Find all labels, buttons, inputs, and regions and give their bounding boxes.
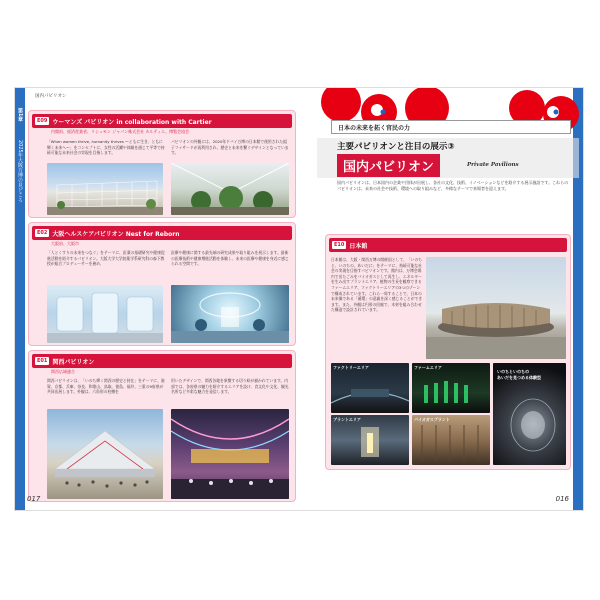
photo-womens-pavilion-garden	[171, 163, 289, 215]
card-header	[32, 226, 292, 240]
card-body-left: 「When women thrive, humanity thrives ～ともに生き、ともに輝く未来へ～」をコンセプトに、女性の活躍や体験を通じて平等で持続可能な未来社会の実現を目指します。	[47, 139, 165, 156]
page-title: 国内パビリオン	[337, 154, 440, 177]
card-body-left: 関西パビリオンは、「いのち輝く関西の歴史と持在」をテーマに、滋賀、京都、兵庫、奈良、和歌山、鳥取、徳島、福井、三重の9府県が共同出展します。外観は、六角形の柱槽を	[47, 378, 165, 395]
photo-farm-area	[412, 363, 490, 413]
pavilion-title: 日本館	[349, 242, 368, 250]
pavilion-code: E10	[334, 242, 345, 248]
photo-biogas-plant	[412, 415, 490, 465]
pavilion-exhibitor: 関西広域連合	[51, 369, 75, 374]
pavilion-card-e10	[325, 234, 571, 470]
page-number-right: 016	[555, 495, 569, 503]
photo-label: プラントエリア	[333, 417, 361, 422]
photo-label: ファームエリア	[414, 365, 442, 370]
photo-label: ファクトリーエリア	[333, 365, 369, 370]
photo-label: いのちといのちの あいだを見つめる体験型	[497, 369, 541, 380]
photo-healthcare-interior	[47, 285, 163, 343]
page-title-english: Private Pavilions	[467, 162, 519, 168]
photo-kansai-interior	[171, 409, 289, 499]
section-band	[331, 120, 571, 134]
card-body-right: 医療や健康に関する最先端の研究成果や取り組みを展示します。最新の医療技術や健康増進活動を体験し、未来の医療や健康を身近に感じられる空間です。	[171, 250, 289, 267]
photo-plant-area	[331, 415, 409, 465]
pavilion-card-e09	[28, 110, 296, 218]
photo-healthcare-dome	[171, 285, 289, 343]
pavilion-code: E02	[37, 230, 48, 236]
chapter-subtitle: 2025年大阪万博の見どころ	[17, 140, 23, 203]
chapter-label: 第1章	[17, 108, 23, 122]
photo-label: バイオガスプラント	[414, 417, 450, 422]
pavilion-exhibitor: 大阪府、大阪市	[51, 241, 79, 246]
pavilion-card-e01	[28, 350, 296, 502]
photo-japan-pavilion-exterior	[426, 257, 566, 359]
chapter-tab-left	[15, 88, 25, 510]
page-number-left: 017	[27, 495, 41, 503]
photo-womens-pavilion-exterior	[47, 163, 163, 215]
section-band-text: 日本の未来を拓く官民の力	[338, 124, 411, 132]
pavilion-title: 大阪ヘルスケアパビリオン Nest for Reborn	[52, 230, 180, 238]
running-header: 国内パビリオン	[35, 94, 67, 99]
pavilion-code: E09	[37, 118, 48, 124]
photo-factory-area	[331, 363, 409, 413]
pavilion-exhibitor: 内閣府、経済産業省、リシュモン ジャパン株式会社 カルティエ、博覧会協会	[51, 129, 190, 134]
section-heading: 主要パビリオンと注目の展示③	[337, 142, 455, 152]
card-header	[32, 114, 292, 128]
card-header	[32, 354, 292, 368]
photo-life-between-experience	[493, 363, 566, 465]
left-page	[15, 88, 299, 510]
card-body-right: 用いたデザインで、関西各地を象徴する切り絵が描かれています。内部では、各府県の魅力を紹介するエリアを設け、食文化や文化、観光名所など多彩な魅力を発信します。	[171, 378, 289, 395]
pavilion-title: 関西パビリオン	[52, 358, 95, 366]
right-page	[299, 88, 583, 510]
pavilion-title: ウーマンズ パビリオン in collaboration with Cartier	[52, 118, 212, 126]
intro-text: 国内パビリオンは、日本国内の企業や団体が出展し、各社の文化、技術、イノベーションなどを紹介する展示施設です。これらのパビリオンは、未来の社会や技術、環境への取り組みなど、多様なテーマで来場者を迎えます。	[337, 180, 569, 191]
card-body: 日本館は、大阪・関西万博の開催国として、「いのちと、いのちの、あいだに」をテーマに、持続可能な社会の実現を目指すパビリオンです。館内は、万博会場内で出たごみをバイオガスとして再生し、エネルギーを生み出すプラントエリア、植物の生長を観察できるファームエリア、ファクトリーエリアの3つのゾーンで構成されています。これら一周することで、日本の未来像である「循環」の意義を深く感じることができます。また、外観は円形の回廊で、木材を組み合わせた構造で設計されています。	[331, 257, 423, 313]
card-body-left: 「人とくすりの未来をつなぐ」をテーマに、医薬の基礎研究や健康促進活動を紹介するパビリオン。大阪大学大学院薬学系研究科の森下教授が総合プロデューサーを務め、	[47, 250, 165, 267]
card-header	[329, 238, 567, 252]
pavilion-card-e02	[28, 222, 296, 346]
magazine-spread	[15, 88, 583, 510]
card-body-right: パビリオンの外観には、2020年ドバイ万博の日本館で使用された組子ファサードが再利用され、歴史と未来を繋ぐデザインとなっています。	[171, 139, 289, 156]
photo-kansai-exterior	[47, 409, 163, 499]
pavilion-code: E01	[37, 358, 48, 364]
